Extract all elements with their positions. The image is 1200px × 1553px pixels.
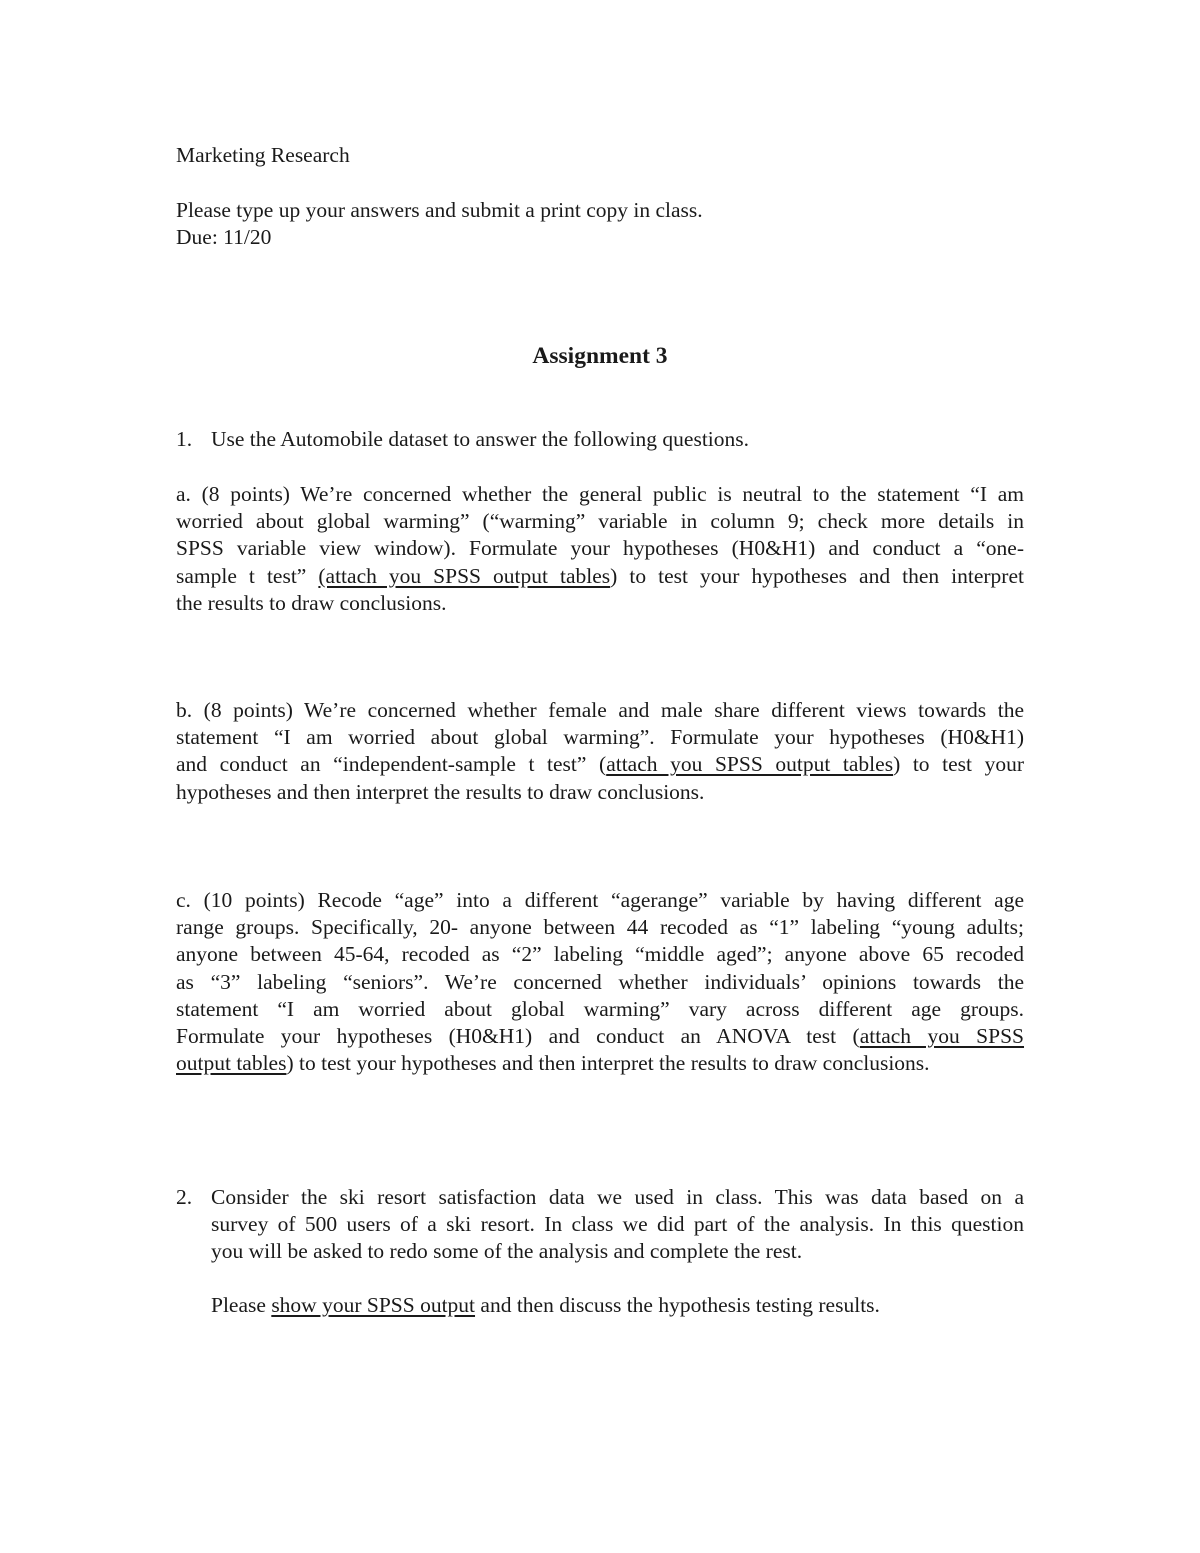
question-1b: [176, 697, 1024, 806]
attach-output-note-cont: output tables: [176, 1051, 287, 1076]
question-1a: [176, 481, 1024, 617]
question-1c-line-7-end: ) to test your hypotheses and then interpret the results to draw conclusions.: [286, 1051, 930, 1076]
question-1-number: 1.: [176, 427, 193, 451]
question-1-text: Use the Automobile dataset to answer the following questions.: [211, 427, 750, 451]
show-output-note: show your SPSS output: [271, 1293, 476, 1317]
question-2-line-1: Consider the ski resort satisfaction data we used in class. This was data based on a: [211, 1185, 1024, 1209]
question-1c: [176, 887, 1024, 1077]
question-1a-line-4: [176, 563, 1024, 590]
due-date: Due: 11/20: [176, 225, 272, 249]
question-1b-line-2: statement “I am worried about global warming”. Formulate your hypotheses (H0&H1): [176, 725, 1024, 750]
question-1a-line-4-end: ) to test your hypotheses and then interpret: [610, 563, 1024, 588]
question-1c-line-6: [176, 1023, 1024, 1050]
question-2-line-2: survey of 500 users of a ski resort. In class we did part of the analysis. In this question: [211, 1212, 1024, 1237]
attach-output-note: attach you SPSS: [859, 1024, 1025, 1049]
question-1c-line-4: as “3” labeling “seniors”. We’re concerned whether individuals’ opinions towards the: [176, 969, 1024, 994]
question-2-number: 2.: [176, 1185, 193, 1209]
question-1a-line-2: worried about global warming” (“warming” variable in column 9; check more details in: [176, 509, 1024, 534]
attach-output-note: attach you SPSS output tables: [606, 752, 894, 777]
question-2-line-3: you will be asked to redo some of the analysis and complete the rest.: [211, 1239, 803, 1264]
question-1a-line-5: the results to draw conclusions.: [176, 590, 447, 615]
instructions: Please type up your answers and submit a print copy in class.: [176, 198, 703, 222]
question-2: [211, 1184, 1024, 1266]
question-1c-line-1: c. (10 points) Recode “age” into a different “agerange” variable by having different age: [176, 888, 1024, 912]
question-1c-line-5: statement “I am worried about global warming” vary across different age groups.: [176, 996, 1024, 1021]
question-1c-line-6-start: Formulate your hypotheses (H0&H1) and conduct an ANOVA test (: [176, 1024, 860, 1049]
question-1b-line-3: [176, 751, 1024, 778]
question-1b-line-3-start: and conduct an “independent-sample t test” (: [176, 752, 607, 777]
question-1c-line-7: [176, 1050, 1024, 1077]
question-1b-line-3-end: ) to test your: [893, 752, 1025, 777]
attach-output-note: (attach you SPSS output tables: [318, 563, 611, 588]
question-1a-line-3: SPSS variable view window). Formulate your hypotheses (H0&H1) and conduct a “one-: [176, 536, 1024, 561]
question-1a-line-1: a. (8 points) We’re concerned whether the general public is neutral to the statement “I am: [176, 482, 1024, 506]
question-1b-line-4: hypotheses and then interpret the results to draw conclusions.: [176, 779, 705, 804]
question-2-paragraph-2-start: Please: [211, 1293, 272, 1317]
course-name: Marketing Research: [176, 143, 350, 167]
question-2-paragraph-2: [211, 1292, 1024, 1319]
question-1b-line-1: b. (8 points) We’re concerned whether female and male share different views towards the: [176, 698, 1024, 722]
question-1c-line-3: anyone between 45-64, recoded as “2” labeling “middle aged”; anyone above 65 recoded: [176, 942, 1024, 967]
question-2-paragraph-2-end: and then discuss the hypothesis testing results.: [475, 1293, 880, 1317]
question-1c-line-2: range groups. Specifically, 20- anyone between 44 recoded as “1” labeling “young adults;: [176, 915, 1024, 940]
page-title: Assignment 3: [532, 343, 668, 369]
question-1a-line-4-start: sample t test”: [176, 563, 319, 588]
